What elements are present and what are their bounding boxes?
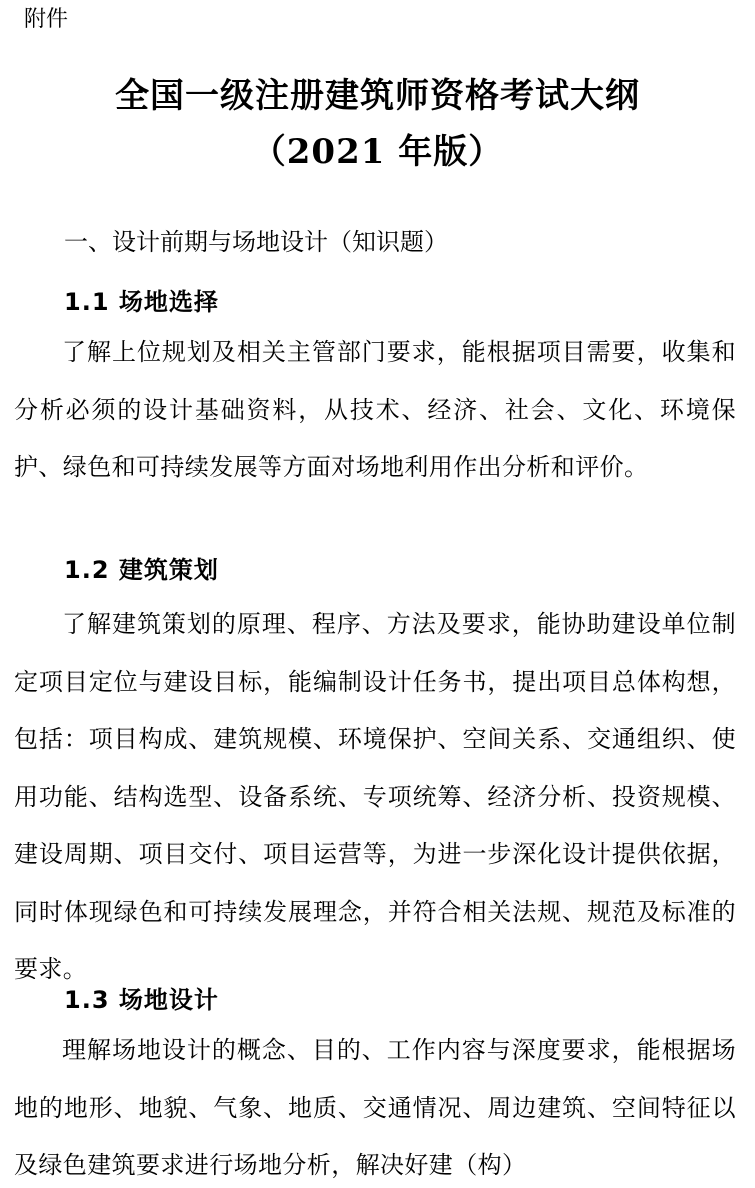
- subsection-heading-1-2: 1.2 建筑策划: [64, 556, 219, 584]
- attachment-label: 附件: [24, 7, 69, 32]
- section-heading-1: 一、设计前期与场地设计（知识题）: [64, 228, 448, 256]
- document-title-edition: （2021 年版）: [251, 132, 504, 172]
- subsection-heading-1-1: 1.1 场地选择: [64, 288, 219, 316]
- subsection-paragraph-1-1: 了解上位规划及相关主管部门要求，能根据项目需要，收集和分析必须的设计基础资料，从技术、经济、社会、文化、环境保护、绿色和可持续发展等方面对场地利用作出分析和评价。: [14, 338, 736, 481]
- subsection-heading-1-3: 1.3 场地设计: [64, 986, 219, 1014]
- subsection-paragraph-1-3: 理解场地设计的概念、目的、工作内容与深度要求，能根据场地的地形、地貌、气象、地质、交通情况、周边建筑、空间特征以及绿色建筑要求进行场地分析，解决好建（构）: [14, 1036, 736, 1179]
- subsection-paragraph-1-2: 了解建筑策划的原理、程序、方法及要求，能协助建设单位制定项目定位与建设目标，能编制设计任务书，提出项目总体构想，包括：项目构成、建筑规模、环境保护、空间关系、交通组织、使用功能、结构选型、设备系统、专项统筹、经济分析、投资规模、建设周期、项目交付、项目运营等，为进一步深化设计提供依据，同时体现绿色和可持续发展理念，并符合相关法规、规范及标准的要求。: [14, 610, 736, 983]
- document-title: 全国一级注册建筑师资格考试大纲: [115, 76, 640, 116]
